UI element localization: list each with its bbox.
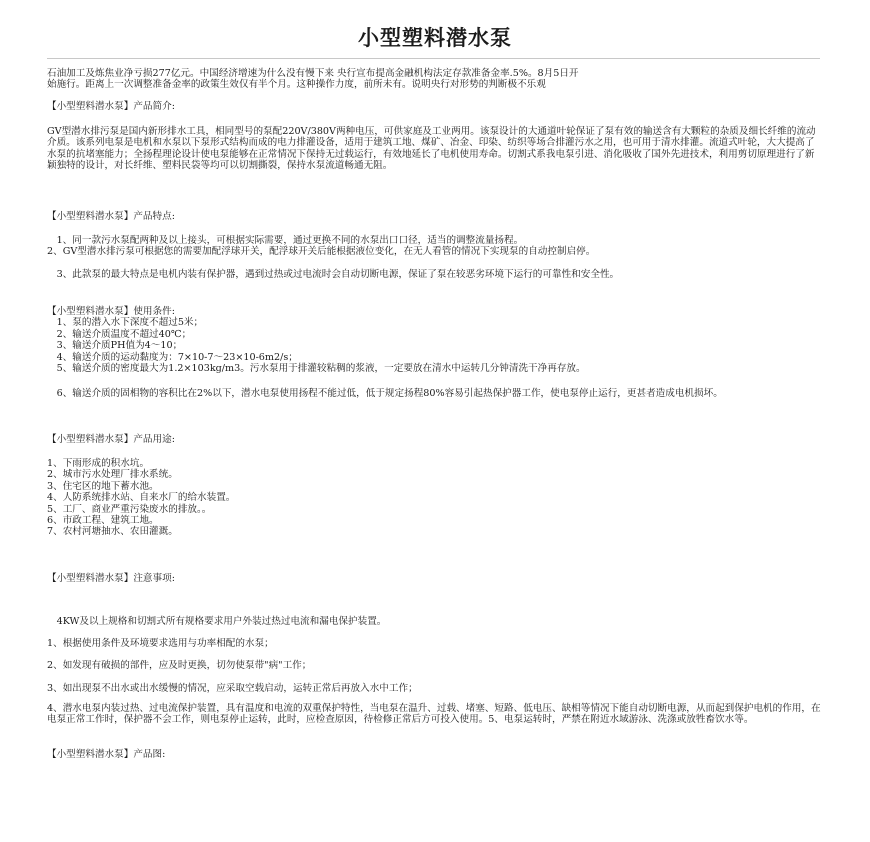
list-item: 1、下雨形成的积水坑。 [47, 458, 150, 469]
feature-item: 3、此款泵的最大特点是电机内装有保护器，遇到过热或过电流时会自动切断电源，保证了泵在较恶劣环境下运行的可靠性和安全性。 [47, 269, 620, 280]
intro-paragraph [47, 68, 822, 91]
intro-line: 石油加工及炼焦业净亏损277亿元。中国经济增速为什么没有慢下来 央行宣布提高金融机构法定存款准备金率.5%。8月5日开 [47, 68, 579, 79]
condition-item: 6、输送介质的固相物的容积比在2%以下，潜水电泵使用扬程不能过低，低于规定扬程80%容易引起热保护器工作，使电泵停止运行，更甚者造成电机损坏。 [47, 388, 723, 399]
section-heading-features: 【小型塑料潜水泵】产品特点: [47, 211, 175, 222]
list-item: 5、工厂、商业严重污染废水的排放。。 [47, 503, 212, 515]
uses-list [47, 458, 822, 538]
list-item: 4、人防系统排水站、自来水厂的给水装置。 [47, 492, 236, 504]
list-item: 6、市政工程、建筑工地。 [47, 515, 159, 527]
intro-line: 始施行。距离上一次调整准备金率的政策生效仅有半个月。这种操作力度，前所未有。说明央行对形势的判断极不乐观 [47, 79, 546, 91]
condition-item: 2、输送介质温度不超过40℃； [47, 328, 192, 340]
title-divider [47, 58, 820, 59]
section-heading-intro: 【小型塑料潜水泵】产品简介: [47, 101, 175, 112]
product-intro-paragraph: GV型潜水排污泵是国内新形排水工具，相同型号的泵配220V/380V两种电压，可供家庭及工业两用。该泵设计的大通道叶轮保证了泵有效的输送含有大颗粒的杂质及细长纤维的流动介质。该系列电泵是电机和水泵以下泵形式结构而成的电力排灌设备，适用于建筑工地、煤矿、冶金、印染、纺织等场合排灌污水之用，也可用于清水排灌。流道式叶轮，大大提高了水泵的抗堵塞能力；全扬程理论设计使电泵能够在正常情况下保持无过载运行，有效地延长了电机使用寿命。切割式系我电泵引进、消化吸收了国外先进技术，利用剪切原理进行了新颖独特的设计，对长纤维、塑料民袋等均可以切割撕裂，保持水泵流道畅通无阻。 [47, 126, 816, 172]
section-heading-images: 【小型塑料潜水泵】产品图: [47, 749, 166, 760]
condition-item: 3、输送介质PH值为4～10； [47, 340, 183, 352]
list-item: 3、住宅区的地下蓄水池。 [47, 480, 159, 492]
condition-item: 5、输送介质的密度最大为1.2×103kg/m3。污水泵用于排灌较粘稠的浆液，一定要放在清水中运转几分钟清洗干净再存放。 [47, 363, 586, 375]
notes-item: 4KW及以上规格和切割式所有规格要求用户外装过热过电流和漏电保护装置。 [47, 616, 387, 627]
notes-item: 2、如发现有破损的部件，应及时更换，切勿使泵带"病"工作； [47, 660, 312, 671]
notes-item: 3、如出现泵不出水或出水缓慢的情况，应采取空载启动，运转正常后再放入水中工作； [47, 683, 418, 694]
feature-item: 1、同一款污水泵配两种及以上接头，可根据实际需要，通过更换不同的水泵出口口径，适当的调整流量扬程。 [47, 235, 524, 246]
section-heading-uses: 【小型塑料潜水泵】产品用途: [47, 434, 175, 445]
page-title: 小型塑料潜水泵 [358, 26, 512, 50]
condition-item: 4、输送介质的运动黏度为：7×10-7～23×10-6m2/s； [47, 351, 298, 363]
section-heading-conditions [47, 306, 822, 374]
conditions-heading: 【小型塑料潜水泵】使用条件: [47, 306, 175, 317]
feature-item: 2、GV型潜水排污泵可根据您的需要加配浮球开关，配浮球开关后能根据液位变化，在无人看管的情况下实现泵的自动控制启停。 [47, 246, 596, 257]
notes-item: 4、潜水电泵内装过热、过电流保护装置，具有温度和电流的双重保护特性，当电泵在温升、过载、堵塞、短路、低电压、缺相等情况下能自动切断电源，从而起到保护电机的作用，在电泵正常工作时，保护器不会工作，则电泵停止运转，此时，应检查原因，待检修正常后方可投入使用。5、电泵运转时，严禁在附近水域游泳、洗涤或放牲畜饮水等。 [47, 703, 821, 726]
list-item: 2、城市污水处理厂排水系统。 [47, 469, 178, 481]
notes-item: 1、根据使用条件及环境要求选用与功率相配的水泵； [47, 638, 274, 649]
section-heading-notes: 【小型塑料潜水泵】注意事项: [47, 573, 175, 584]
condition-item: 1、泵的潜入水下深度不超过5米； [47, 317, 204, 329]
list-item: 7、农村河塘抽水、农田灌溉。 [47, 526, 178, 538]
